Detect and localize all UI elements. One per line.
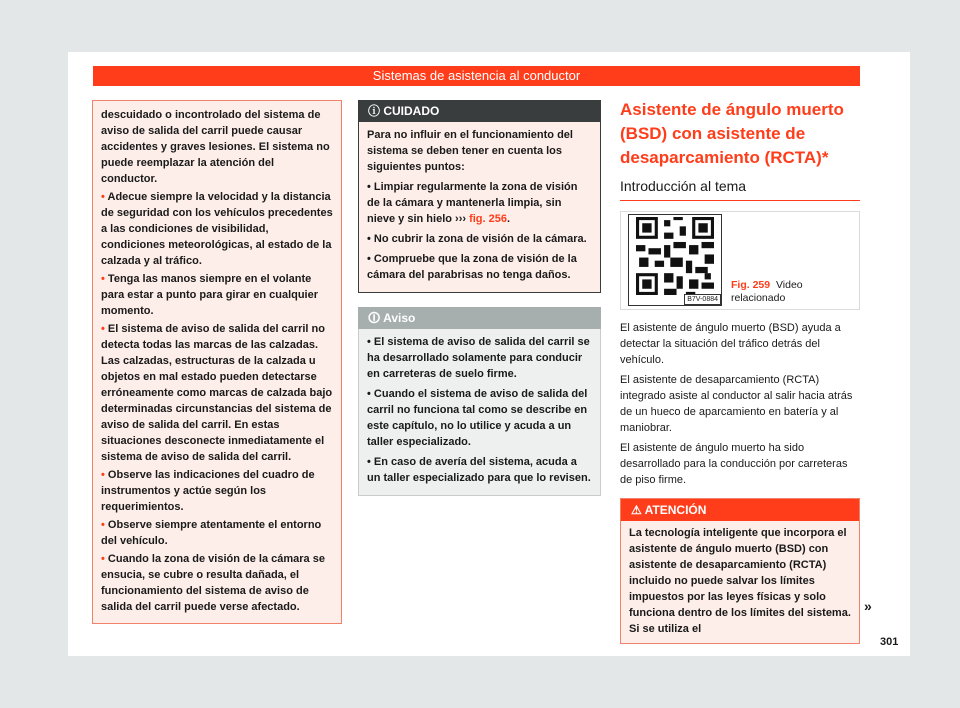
figure-caption: Fig. 259 Video relacionado — [731, 279, 803, 304]
paragraph: El asistente de desaparcamiento (RCTA) integrado asiste al conductor al salir hacia atrás de un hueco de aparcamiento en batería y al maniobrar. — [620, 374, 853, 434]
continue-mark: » — [864, 598, 872, 614]
figure-link[interactable]: fig. 256 — [469, 213, 507, 225]
section-subtitle: Introducción al tema — [620, 170, 860, 201]
bullet: • No cubrir la zona de visión de la cámara. — [367, 233, 587, 245]
bullet: • El sistema de aviso de salida del carril se ha desarrollado solamente para conducir en carreteras de suelo firme. — [367, 336, 590, 380]
aviso-box — [358, 307, 601, 496]
bullet: • Compruebe que la zona de visión de la cámara del parabrisas no tenga daños. — [367, 253, 577, 281]
cuidado-box — [358, 100, 601, 293]
info-icon: 🛈 — [368, 311, 384, 325]
bullet: • Tenga las manos siempre en el volante para estar a punto para girar en cualquier momento. — [101, 273, 319, 317]
cuidado-header: ⓘ CUIDADO — [358, 100, 601, 122]
bullet: • Adecue siempre la velocidad y la distancia de seguridad con los vehículos precedentes a las condiciones de visibilidad, condiciones meteorológicas, al estado de la calzada y al tráfico. — [101, 191, 333, 267]
bullet: • Observe siempre atentamente el entorno del vehículo. — [101, 519, 322, 547]
atencion-text: La tecnología inteligente que incorpora el asistente de ángulo muerto (BSD) con asistente de desaparcamiento (RCTA) incluido no puede salvar los límites impuestos por las leyes físicas y solo funciona dentro de los límites del sistema. Si se utiliza el — [629, 527, 851, 635]
bullet: • Cuando la zona de visión de la cámara se ensucia, se cubre o resulta dañada, el funcionamiento del sistema de aviso de salida del carril puede verse afectado. — [101, 553, 325, 613]
middle-column — [358, 100, 601, 496]
bullet: • El sistema de aviso de salida del carril no detecta todas las marcas de las calzadas. Las calzadas, estructuras de la calzada u objetos en mal estado pueden detectarse erróneamente como marcas de calzada bajo determinadas circunstancias del sistema de aviso de salida del carril. En estas situaciones desconecte inmediatamente el sistema de aviso de salida del carril. — [101, 323, 333, 463]
bullet: • Limpiar regularmente la zona de visión de la cámara y mantenerla limpia, sin nieve y sin hielo ››› fig. 256. — [367, 181, 578, 225]
section — [620, 98, 860, 644]
bullet: • Observe las indicaciones del cuadro de instrumentos y actúe según los requerimientos. — [101, 469, 315, 513]
atencion-header: ⚠ ATENCIÓN — [621, 499, 859, 521]
bullet: • Cuando el sistema de aviso de salida del carril no funciona tal como se describe en este capítulo, no lo utilice y acuda a un taller especializado. — [367, 388, 588, 448]
text: Para no influir en el funcionamiento del sistema se deben tener en cuenta los siguientes puntos: — [367, 129, 573, 173]
qr-code[interactable] — [628, 214, 722, 306]
atencion-box — [620, 498, 860, 644]
section-title: Asistente de ángulo muerto (BSD) con asistente de desaparcamiento (RCTA)* — [620, 100, 844, 167]
caution-icon: ⓘ — [368, 104, 384, 118]
paragraph: El asistente de ángulo muerto ha sido desarrollado para la conducción por carreteras de piso firme. — [620, 442, 848, 486]
bullet: • En caso de avería del sistema, acuda a un taller especializado para que lo revisen. — [367, 456, 591, 484]
page-number: 301 — [880, 636, 899, 648]
figure-code: B7V-0884 — [684, 294, 721, 305]
warning-continuation-box — [92, 100, 342, 624]
aviso-header: 🛈 Aviso — [358, 307, 601, 329]
paragraph: El asistente de ángulo muerto (BSD) ayuda a detectar la situación del tráfico detrás del vehículo. — [620, 322, 841, 366]
figure — [620, 211, 860, 310]
paragraph: descuidado o incontrolado del sistema de aviso de salida del carril puede causar accidentes y graves lesiones. El sistema no puede reemplazar la atención del conductor. — [101, 109, 330, 185]
warning-triangle-icon: ⚠ — [631, 503, 645, 517]
page-header: Sistemas de asistencia al conductor — [93, 66, 860, 86]
